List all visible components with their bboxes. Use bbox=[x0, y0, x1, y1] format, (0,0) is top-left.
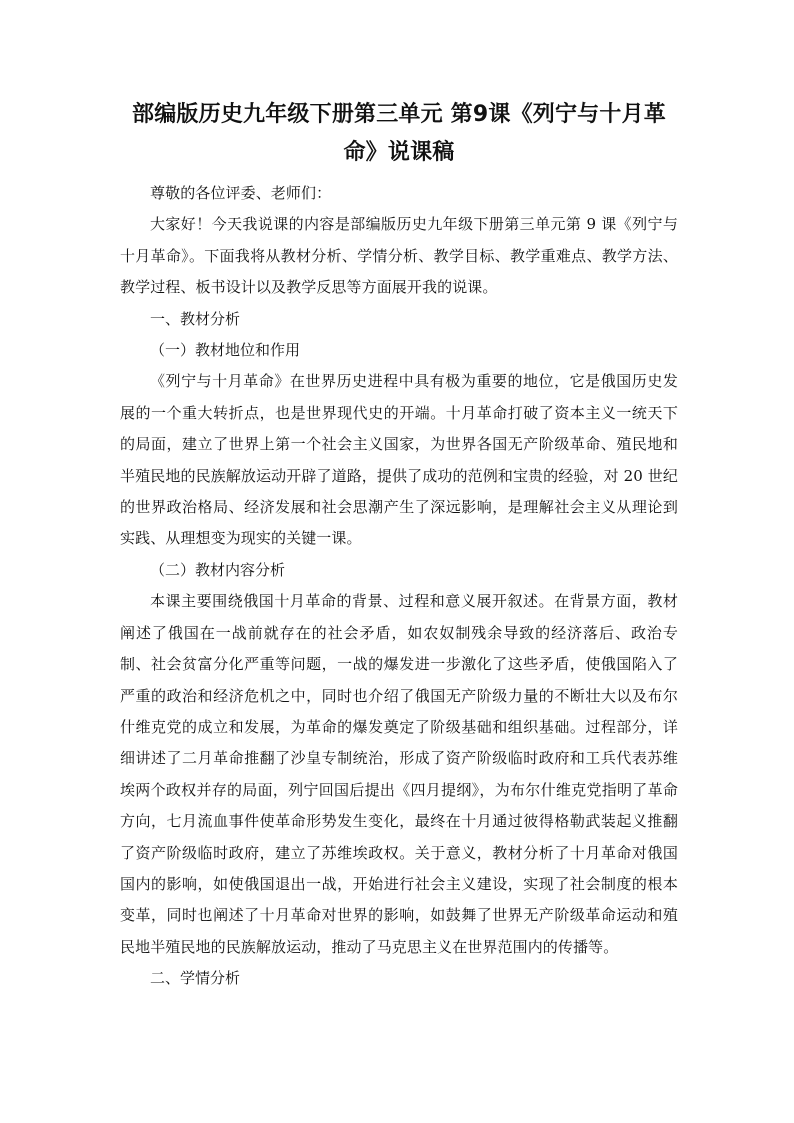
content-paragraph: 本课主要围绕俄国十月革命的背景、过程和意义展开叙述。在背景方面，教材阐述了俄国在一战前就存在的社会矛盾，如农奴制残余导致的经济落后、政治专制、社会贫富分化严重等问题，一战的爆发进一步激化了这些矛盾，使俄国陷入了严重的政治和经济危机之中，同时也介绍了俄国无产阶级力量的不断壮大以及布尔什维克党的成立和发展，为革命的爆发奠定了阶级基础和组织基础。过程部分，详细讲述了二月革命推翻了沙皇专制统治，形成了资产阶级临时政府和工兵代表苏维埃两个政权并存的局面，列宁回国后提出《四月提纲》，为布尔什维克党指明了革命方向，七月流血事件使革命形势发生变化，最终在十月通过彼得格勒武装起义推翻了资产阶级临时政府，建立了苏维埃政权。关于意义，教材分析了十月革命对俄国国内的影响，如使俄国退出一战，开始进行社会主义建设，实现了社会制度的根本变革，同时也阐述了十月革命对世界的影响，如鼓舞了世界无产阶级革命运动和殖民地半殖民地的民族解放运动，推动了马克思主义在世界范围内的传播等。 bbox=[120, 592, 678, 956]
position-paragraph: 《列宁与十月革命》在世界历史进程中具有极为重要的地位，它是俄国历史发展的一个重大转折点，也是世界现代史的开端。十月革命打破了资本主义一统天下的局面，建立了世界上第一个社会主义国家，为世界各国无产阶级革命、殖民地和半殖民地的民族解放运动开辟了道路，提供了成功的范例和宝贵的经验，对 20 世纪的世界政治格局、经济发展和社会思潮产生了深远影响，是理解社会主义从理论到实践、从理想变为现实的关键一课。 bbox=[120, 372, 678, 548]
document-title: 部编版历史九年级下册第三单元 第9课《列宁与十月革命》说课稿 bbox=[132, 102, 666, 165]
document-body bbox=[120, 96, 678, 995]
section-heading-student-analysis: 二、学情分析 bbox=[150, 969, 241, 988]
section-heading-textbook-analysis: 一、教材分析 bbox=[150, 309, 241, 328]
subsection-heading-position: （一）教材地位和作用 bbox=[150, 341, 301, 360]
greeting-paragraph: 尊敬的各位评委、老师们： bbox=[150, 184, 332, 202]
intro-paragraph: 大家好！今天我说课的内容是部编版历史九年级下册第三单元第 9 课《列宁与十月革命》。下面我将从教材分析、学情分析、教学目标、教学重难点、教学方法、教学过程、板书设计以及教学反思等方面展开我的说课。 bbox=[120, 215, 678, 297]
subsection-heading-content: （二）教材内容分析 bbox=[150, 560, 286, 579]
